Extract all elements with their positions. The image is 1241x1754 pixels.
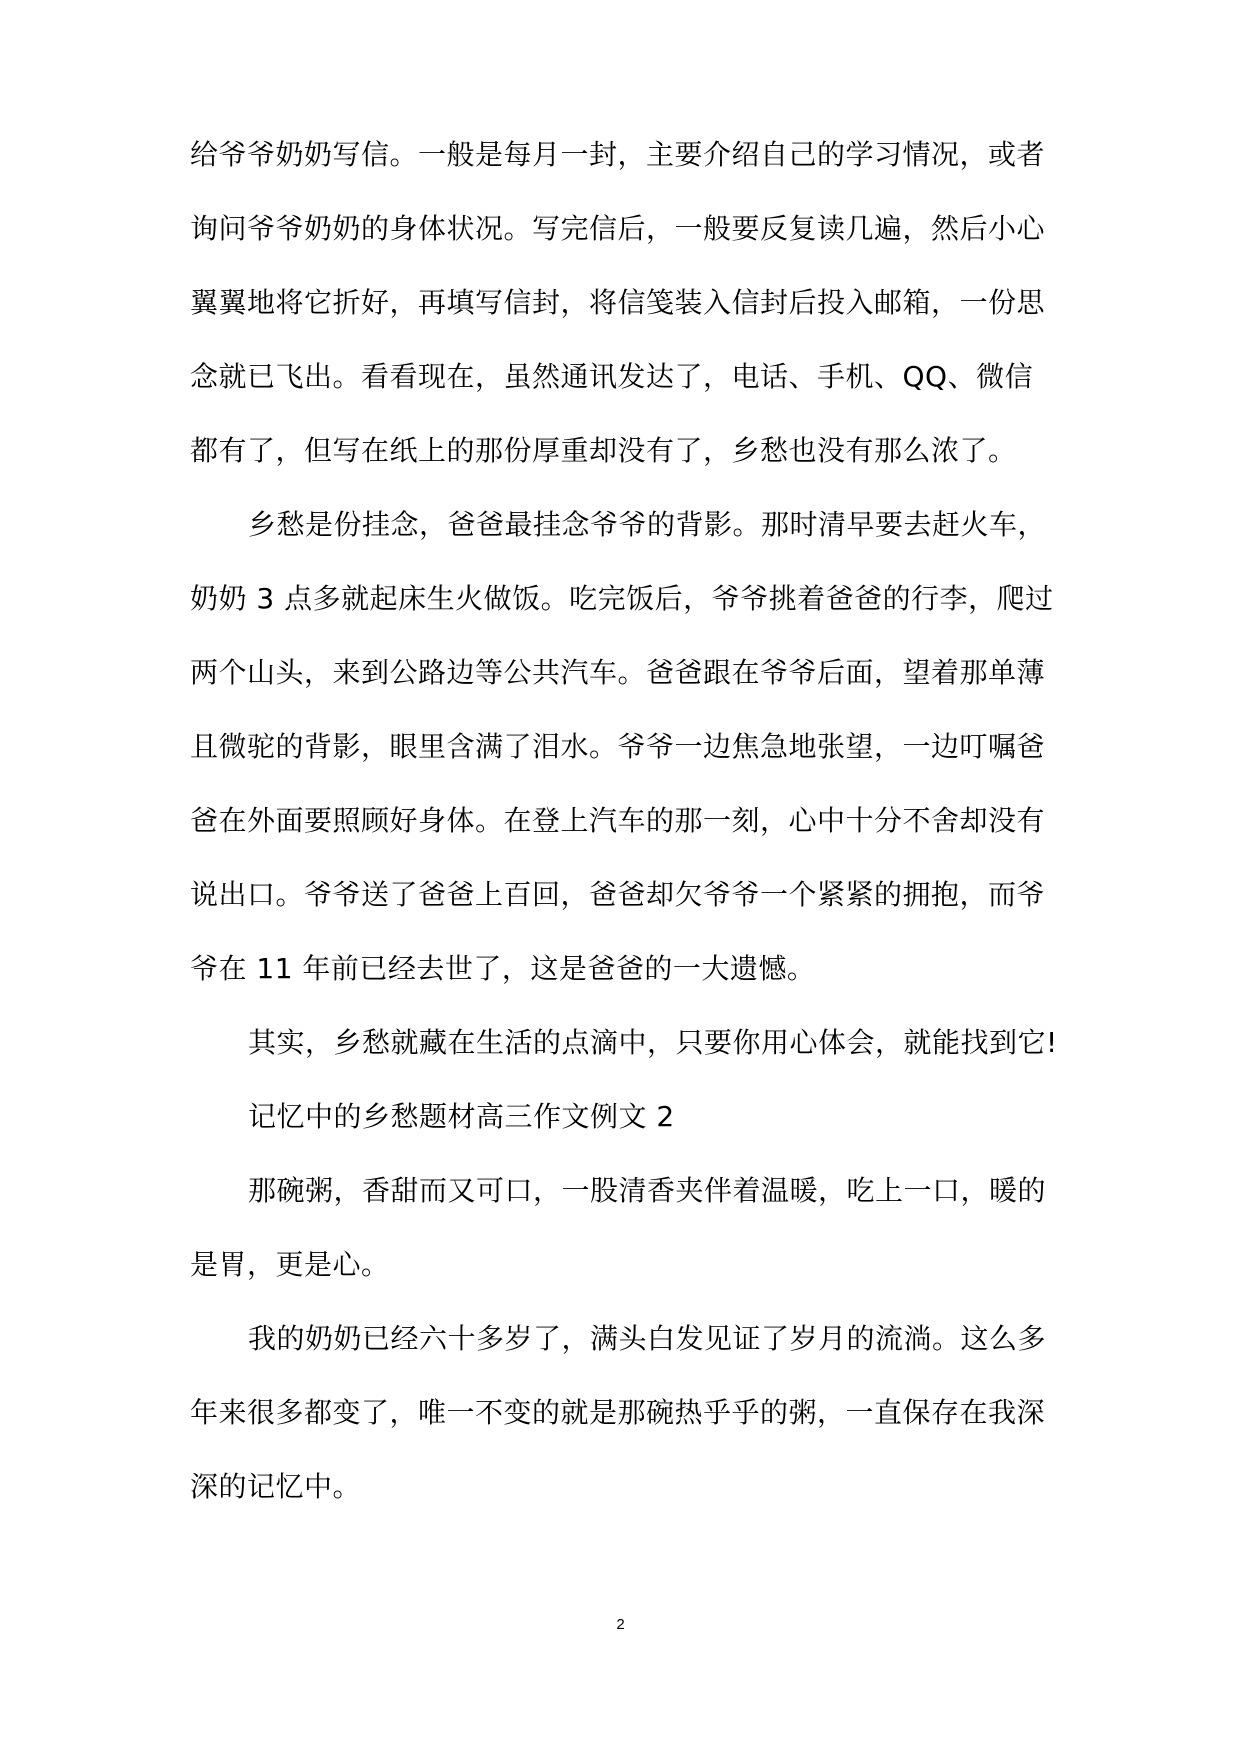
paragraph-line: 那碗粥，香甜而又可口，一股清香夹伴着温暖，吃上一口，暖的 xyxy=(248,1174,1047,1207)
paragraph-line: 念就已飞出。看看现在，虽然通讯发达了，电话、手机、QQ、微信 xyxy=(190,360,1034,393)
paragraph-line: 且微驼的背影，眼里含满了泪水。爷爷一边焦急地张望，一边叮嘱爸 xyxy=(190,730,1046,763)
paragraph-line: 询问爷爷奶奶的身体状况。写完信后，一般要反复读几遍，然后小心 xyxy=(190,212,1046,245)
paragraph-line: 奶奶 3 点多就起床生火做饭。吃完饭后，爷爷挑着爸爸的行李，爬过 xyxy=(190,582,1054,615)
paragraph-line: 给爷爷奶奶写信。一般是每月一封，主要介绍自己的学习情况，或者 xyxy=(190,138,1046,171)
paragraph-line: 乡愁是份挂念，爸爸最挂念爷爷的背影。那时清早要去赶火车， xyxy=(248,508,1047,541)
paragraph-line: 深的记忆中。 xyxy=(190,1470,362,1503)
paragraph-line: 是胃，更是心。 xyxy=(190,1248,390,1281)
paragraph-line: 爷在 11 年前已经去世了，这是爸爸的一大遗憾。 xyxy=(190,952,816,985)
paragraph-line: 说出口。爷爷送了爸爸上百回，爸爸却欠爷爷一个紧紧的拥抱，而爷 xyxy=(190,878,1046,911)
paragraph-line: 翼翼地将它折好，再填写信封，将信笺装入信封后投入邮箱，一份思 xyxy=(190,286,1046,319)
paragraph-line: 爸在外面要照顾好身体。在登上汽车的那一刻，心中十分不舍却没有 xyxy=(190,804,1046,837)
paragraph-line: 两个山头，来到公路边等公共汽车。爸爸跟在爷爷后面，望着那单薄 xyxy=(190,656,1046,689)
paragraph-line: 我的奶奶已经六十多岁了，满头白发见证了岁月的流淌。这么多 xyxy=(248,1322,1047,1355)
section-heading: 记忆中的乡愁题材高三作文例文 2 xyxy=(248,1100,675,1133)
paragraph-line: 都有了，但写在纸上的那份厚重却没有了，乡愁也没有那么浓了。 xyxy=(190,434,1017,467)
page-number: 2 xyxy=(616,1616,625,1633)
paragraph-line: 其实，乡愁就藏在生活的点滴中，只要你用心体会，就能找到它! xyxy=(248,1026,1058,1059)
paragraph-line: 年来很多都变了，唯一不变的就是那碗热乎乎的粥，一直保存在我深 xyxy=(190,1396,1046,1429)
